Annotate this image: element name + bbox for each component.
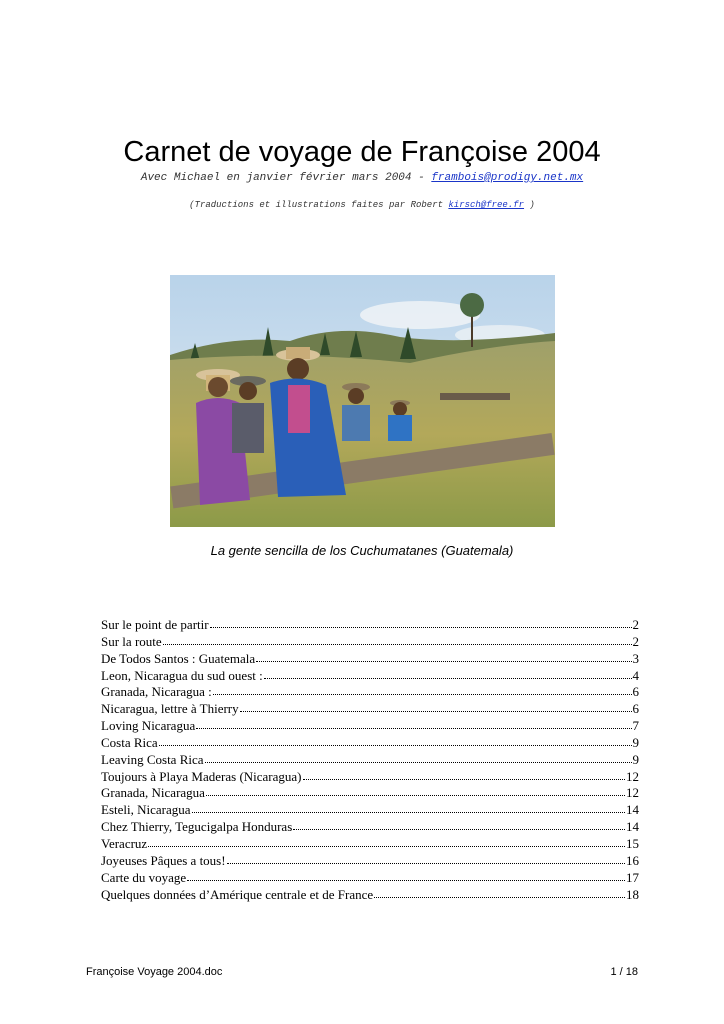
toc-leader-dots [148, 830, 625, 847]
toc-entry-label: Quelques données d’Amérique centrale et de France [101, 886, 374, 902]
subtitle-email-link[interactable]: frambois@prodigy.net.mx [431, 172, 584, 184]
toc-leader-dots [163, 628, 632, 645]
toc-leader-dots [213, 678, 632, 695]
toc-entry-label: Toujours à Playa Maderas (Nicaragua) [101, 768, 302, 784]
toc-leader-dots [374, 881, 625, 898]
toc-leader-dots [187, 864, 625, 881]
toc-entry-page: 6 [632, 684, 639, 700]
credits-text: (Traductions et illustrations faites par Robert [189, 200, 449, 210]
toc-entry-page: 12 [626, 768, 639, 784]
credits-close: ) [524, 200, 535, 210]
toc-leader-dots [210, 611, 632, 628]
document-subtitle [0, 172, 724, 184]
toc-entry[interactable] [101, 848, 639, 868]
toc-entry-page: 17 [626, 869, 639, 885]
toc-entry-page: 4 [632, 667, 639, 683]
toc-entry-label: Sur le point de partir [101, 617, 209, 632]
toc-entry-page: 2 [632, 617, 639, 632]
toc-leader-dots [240, 695, 632, 712]
toc-entry[interactable] [101, 730, 639, 750]
toc-entry-page: 6 [632, 701, 639, 717]
toc-leader-dots [227, 847, 625, 864]
toc-entry-label: Sur la route [101, 633, 162, 649]
document-credits [0, 200, 724, 210]
toc-entry-label: Carte du voyage [101, 869, 187, 885]
document-title: Carnet de voyage de Françoise 2004 [123, 136, 601, 168]
toc-entry[interactable] [101, 646, 639, 666]
toc-entry-page: 2 [632, 633, 639, 649]
toc-entry-label: Veracruz [101, 835, 148, 851]
cover-photo [170, 275, 555, 527]
toc-leader-dots [303, 763, 625, 780]
toc-entry-page: 9 [632, 734, 639, 750]
toc-entry-label: Costa Rica [101, 734, 158, 750]
toc-entry-page: 9 [632, 751, 639, 767]
table-of-contents [101, 612, 639, 902]
toc-entry-page: 18 [626, 886, 639, 902]
toc-entry[interactable] [101, 612, 639, 632]
toc-entry[interactable] [101, 831, 639, 851]
toc-entry-page: 3 [632, 650, 639, 666]
toc-leader-dots [256, 645, 631, 662]
toc-entry-page: 7 [632, 718, 639, 734]
toc-entry[interactable] [101, 747, 639, 767]
toc-entry-page: 14 [626, 802, 639, 818]
footer-filename: Françoise Voyage 2004.doc [86, 966, 223, 978]
toc-entry-page: 14 [626, 819, 639, 835]
credits-email-link[interactable]: kirsch@free.fr [448, 200, 525, 210]
toc-entry-label: Leaving Costa Rica [101, 751, 204, 767]
toc-entry-page: 15 [626, 835, 639, 851]
toc-entry-label: Loving Nicaragua [101, 718, 196, 734]
toc-leader-dots [264, 662, 632, 679]
toc-entry-label: Granada, Nicaragua [101, 785, 205, 801]
toc-leader-dots [205, 746, 632, 763]
photo-caption: La gente sencilla de los Cuchumatanes (Guatemala) [210, 543, 514, 558]
toc-entry-label: De Todos Santos : Guatemala [101, 650, 256, 666]
toc-entry-label: Nicaragua, lettre à Thierry [101, 701, 239, 717]
toc-leader-dots [159, 729, 632, 746]
toc-leader-dots [196, 712, 631, 729]
toc-leader-dots [192, 796, 625, 813]
toc-leader-dots [293, 813, 625, 830]
subtitle-text: Avec Michael en janvier février mars 2004 - [140, 172, 432, 184]
toc-entry-label: Esteli, Nicaragua [101, 802, 191, 818]
toc-leader-dots [206, 779, 625, 796]
toc-entry-label: Granada, Nicaragua : [101, 684, 212, 700]
toc-entry-label: Joyeuses Pâques a tous! [101, 852, 226, 868]
toc-entry[interactable] [101, 629, 639, 649]
toc-entry-label: Chez Thierry, Tegucigalpa Honduras [101, 819, 293, 835]
toc-entry-label: Leon, Nicaragua du sud ouest : [101, 667, 263, 683]
footer-page-indicator: 1 / 18 [610, 966, 638, 978]
toc-entry-page: 12 [626, 785, 639, 801]
toc-entry-page: 16 [626, 852, 639, 868]
